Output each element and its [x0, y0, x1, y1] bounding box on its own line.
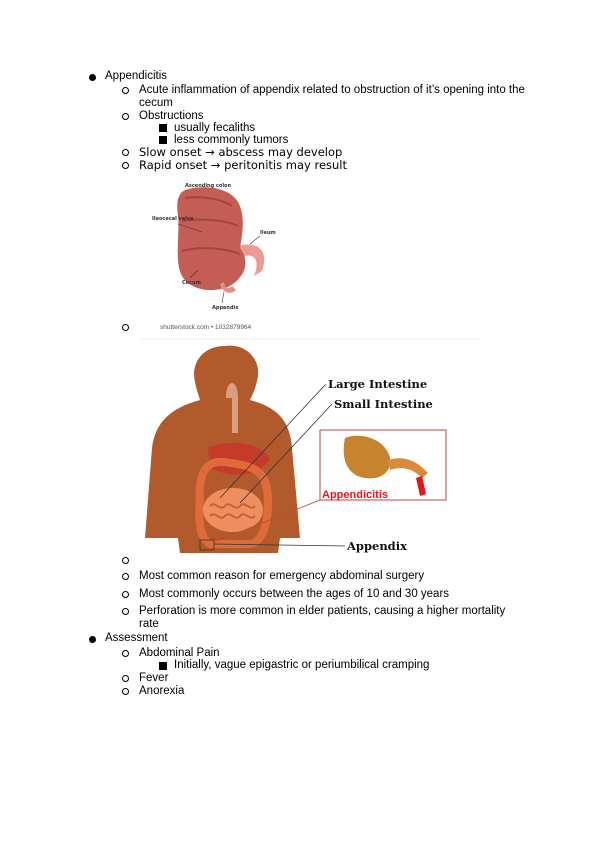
- label-appendicitis: Appendicitis: [322, 489, 389, 501]
- rapid-onset: Rapid onset → peritonitis may result: [139, 158, 348, 172]
- bullet-level1: [89, 74, 96, 81]
- abdominal-pain-detail: Initially, vague epigastric or periumbilical cramping: [174, 659, 430, 671]
- label-ileocecal-valve: Ileocecal valve: [152, 216, 194, 222]
- label-small-intestine: Small Intestine: [334, 397, 433, 411]
- obstructions-label: Obstructions: [139, 110, 204, 122]
- bullet-level1: [89, 636, 96, 643]
- bullet-level3: [159, 124, 167, 132]
- fact-item: Most commonly occurs between the ages of 10 and 30 years: [139, 588, 450, 600]
- bullet-level2: [122, 87, 129, 94]
- label-appendix: Appendix: [212, 305, 239, 311]
- bullet-level2: [122, 650, 129, 657]
- label-ascending-colon: Ascending colon: [185, 183, 232, 189]
- label-appendix: Appendix: [347, 539, 407, 553]
- bullet-level2: [122, 608, 129, 615]
- bullet-level2: [122, 591, 129, 598]
- obstruction-item: usually fecaliths: [174, 122, 256, 134]
- body-diagram: [140, 338, 480, 558]
- label-cecum: Cecum: [182, 280, 201, 286]
- fact-item: Perforation is more common in elder patients, causing a higher mortality rate: [139, 605, 506, 630]
- bullet-level2: [122, 324, 129, 331]
- bullet-level2: [122, 557, 129, 564]
- slow-onset: Slow onset → abscess may develop: [139, 145, 343, 159]
- fact-item: Most common reason for emergency abdominal surgery: [139, 570, 425, 582]
- figure1-watermark: shutterstock.com • 1032879964: [160, 324, 252, 331]
- colon-diagram: [150, 176, 340, 334]
- bullet-level2: [122, 573, 129, 580]
- anorexia-item: Anorexia: [139, 685, 185, 697]
- label-large-intestine: Large Intestine: [328, 377, 428, 391]
- bullet-level2: [122, 113, 129, 120]
- bullet-level3: [159, 136, 167, 144]
- bullet-level3: [159, 662, 167, 670]
- appendicitis-heading: Appendicitis: [105, 70, 168, 82]
- bullet-level2: [122, 675, 129, 682]
- obstruction-item: less commonly tumors: [174, 134, 289, 146]
- bullet-level2: [122, 162, 129, 169]
- bullet-level2: [122, 688, 129, 695]
- abdominal-pain-label: Abdominal Pain: [139, 647, 220, 659]
- fever-item: Fever: [139, 672, 169, 684]
- assessment-heading: Assessment: [105, 632, 168, 644]
- bullet-level2: [122, 149, 129, 156]
- label-ileum: Ileum: [260, 230, 276, 236]
- appendicitis-definition: Acute inflammation of appendix related to obstruction of it’s opening into the cecum: [139, 84, 525, 109]
